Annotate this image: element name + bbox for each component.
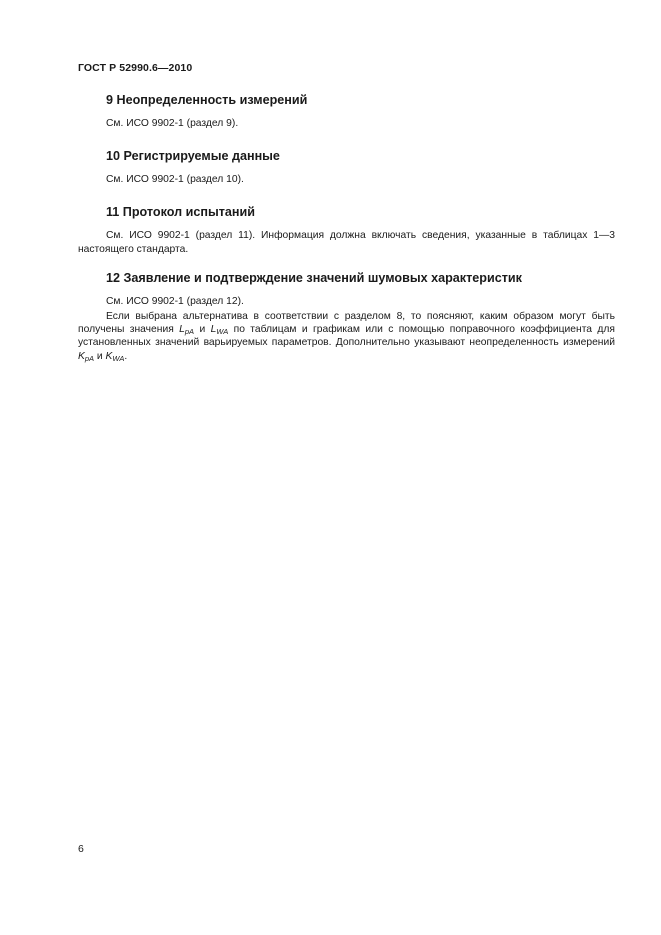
symbol-K-2: K [105, 350, 113, 362]
s12-text-end: . [124, 350, 128, 362]
section-9-title: 9 Неопределенность измерений [106, 93, 308, 107]
section-10 [78, 148, 615, 186]
document-body [78, 92, 615, 363]
document-header: ГОСТ Р 52990.6—2010 [78, 62, 193, 74]
section-9-text: См. ИСО 9902-1 (раздел 9). [106, 118, 239, 129]
symbol-K-pA [78, 351, 94, 362]
section-11-title: 11 Протокол испытаний [106, 205, 256, 220]
symbol-K-WA [105, 350, 128, 363]
symbol-L: L [179, 324, 185, 336]
symbol-L-WA [211, 324, 229, 335]
symbol-L-2: L [210, 324, 217, 336]
subscript-WA-2: WA [112, 353, 125, 363]
section-12-text-1: См. ИСО 9902-1 (раздел 12). [106, 295, 244, 307]
subscript-pA: pA [184, 327, 195, 337]
s12-conjunction-1: и [194, 324, 211, 336]
page-number: 6 [78, 843, 84, 855]
section-12-title: 12 Заявление и подтверждение значений шумовых характеристик [106, 270, 522, 285]
s12-conjunction-2: и [94, 350, 106, 362]
subscript-pA-2: pA [84, 353, 95, 363]
section-12 [78, 270, 615, 363]
subscript-WA: WA [216, 327, 229, 337]
s12-text-part-a: Если выбрана альтернатива в соответствии с разделом 8, то поясняют, каким образом могут быть получены значения [78, 311, 615, 336]
symbol-K: K [78, 350, 85, 362]
section-11-text: См. ИСО 9902-1 (раздел 11). Информация должна включать сведения, указанные в таблицах 1—3 настоящего стандарта. [78, 230, 615, 255]
section-10-text: См. ИСО 9902-1 (раздел 10). [106, 174, 244, 186]
section-9 [78, 92, 615, 130]
section-11 [78, 204, 615, 255]
s12-text-part-b: по таблицам и графикам или с помощью поправочного коэффициента для установленных значений варьируемых параметров. Дополнительно указывают неопределенность измерений [78, 324, 615, 349]
symbol-L-pA [179, 324, 194, 335]
section-10-title: 10 Регистрируемые данные [106, 149, 280, 164]
section-12-text-2 [78, 310, 615, 363]
